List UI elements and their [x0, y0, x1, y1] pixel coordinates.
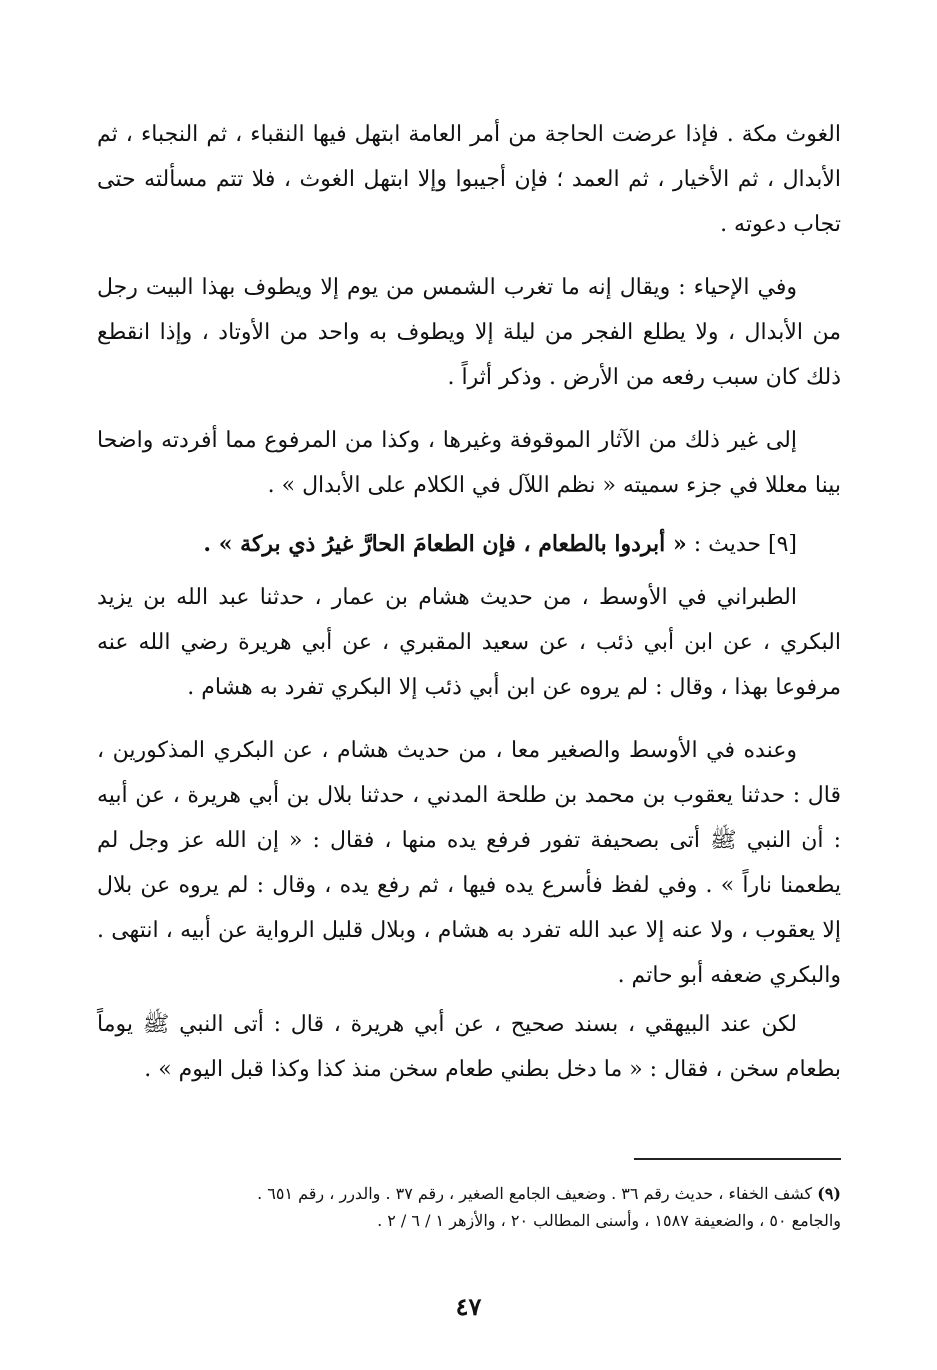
- footnote-line-1: [97, 1180, 841, 1207]
- paragraph-ihya: وفي الإحياء : ويقال إنه ما تغرب الشمس من يوم إلا ويطوف بهذا البيت رجل من الأبدال ، ولا يطلع الفجر من ليلة إلا ويطوف به واحد من الأوتاد ، وإذا انقطع ذلك كان سبب رفعه من الأرض . وذكر أثراً .: [97, 275, 841, 390]
- main-text: [97, 112, 841, 1106]
- footnote-separator: [634, 1158, 841, 1160]
- commentary-tabarani: الطبراني في الأوسط ، من حديث هشام بن عمار ، حدثنا عبد الله بن يزيد البكري ، عن ابن أبي ذئب ، عن سعيد المقبري ، عن أبي هريرة رضي الله عنه مرفوعا بهذا ، وقال : لم يروه عن ابن أبي ذئب إلا البكري تفرد به هشام .: [97, 585, 841, 700]
- footnote-line-2: والجامع ٥٠ ، والضعيفة ١٥٨٧ ، وأسنى المطالب ٢٠ ، والأزهر ١ / ٦ / ٢ .: [377, 1211, 841, 1230]
- hadith-label: حديث :: [693, 532, 761, 557]
- paragraph-ghawth: الغوث مكة . فإذا عرضت الحاجة من أمر العامة ابتهل فيها النقباء ، ثم النجباء ، ثم الأبدال ، ثم الأخيار ، ثم العمد ؛ فإن أجيبوا وإلا ابتهل الغوث ، فلا تتم مسألته حتى تجاب دعوته .: [97, 122, 841, 237]
- commentary-bayhaqi: لكن عند البيهقي ، بسند صحيح ، عن أبي هريرة ، قال : أتى النبي ﷺ يوماً بطعام سخن ، فقال : « ما دخل بطني طعام سخن منذ كذا وكذا قبل اليوم » .: [97, 1012, 841, 1082]
- hadith-number: [٩]: [767, 532, 797, 557]
- footnotes: [97, 1180, 841, 1234]
- page-number: ٤٧: [455, 1292, 482, 1321]
- hadith-text: « أبردوا بالطعام ، فإن الطعامَ الحارَّ غيرُ ذي بركة » .: [203, 531, 687, 557]
- paragraph-abdal: إلى غير ذلك من الآثار الموقوفة وغيرها ، وكذا من المرفوع مما أفردته واضحا بينا معللا في جزء سميته « نظم اللآل في الكلام على الأبدال » .: [97, 428, 841, 498]
- footnote-text-1: كشف الخفاء ، حديث رقم ٣٦ . وضعيف الجامع الصغير ، رقم ٣٧ . والدرر ، رقم ٦٥١ .: [257, 1184, 813, 1203]
- commentary-awsat: وعنده في الأوسط والصغير معا ، من حديث هشام ، عن البكري المذكورين ، قال : حدثنا يعقوب بن محمد بن طلحة المدني ، حدثنا بلال بن أبي هريرة ، عن أبيه : أن النبي ﷺ أتى بصحيفة تفور فرفع يده منها ، فقال : « إن الله عز وجل لم يطعمنا ناراً » . وفي لفظ فأسرع يده فيها ، ثم رفع يده ، وقال : لم يروه عن بلال إلا يعقوب ، ولا عنه إلا عبد الله تفرد به هشام ، وبلال قليل الرواية عن أبيه ، انتهى . والبكري ضعفه أبو حاتم .: [97, 738, 841, 988]
- hadith-heading: [97, 522, 841, 567]
- footnote-number: (٩): [817, 1184, 841, 1203]
